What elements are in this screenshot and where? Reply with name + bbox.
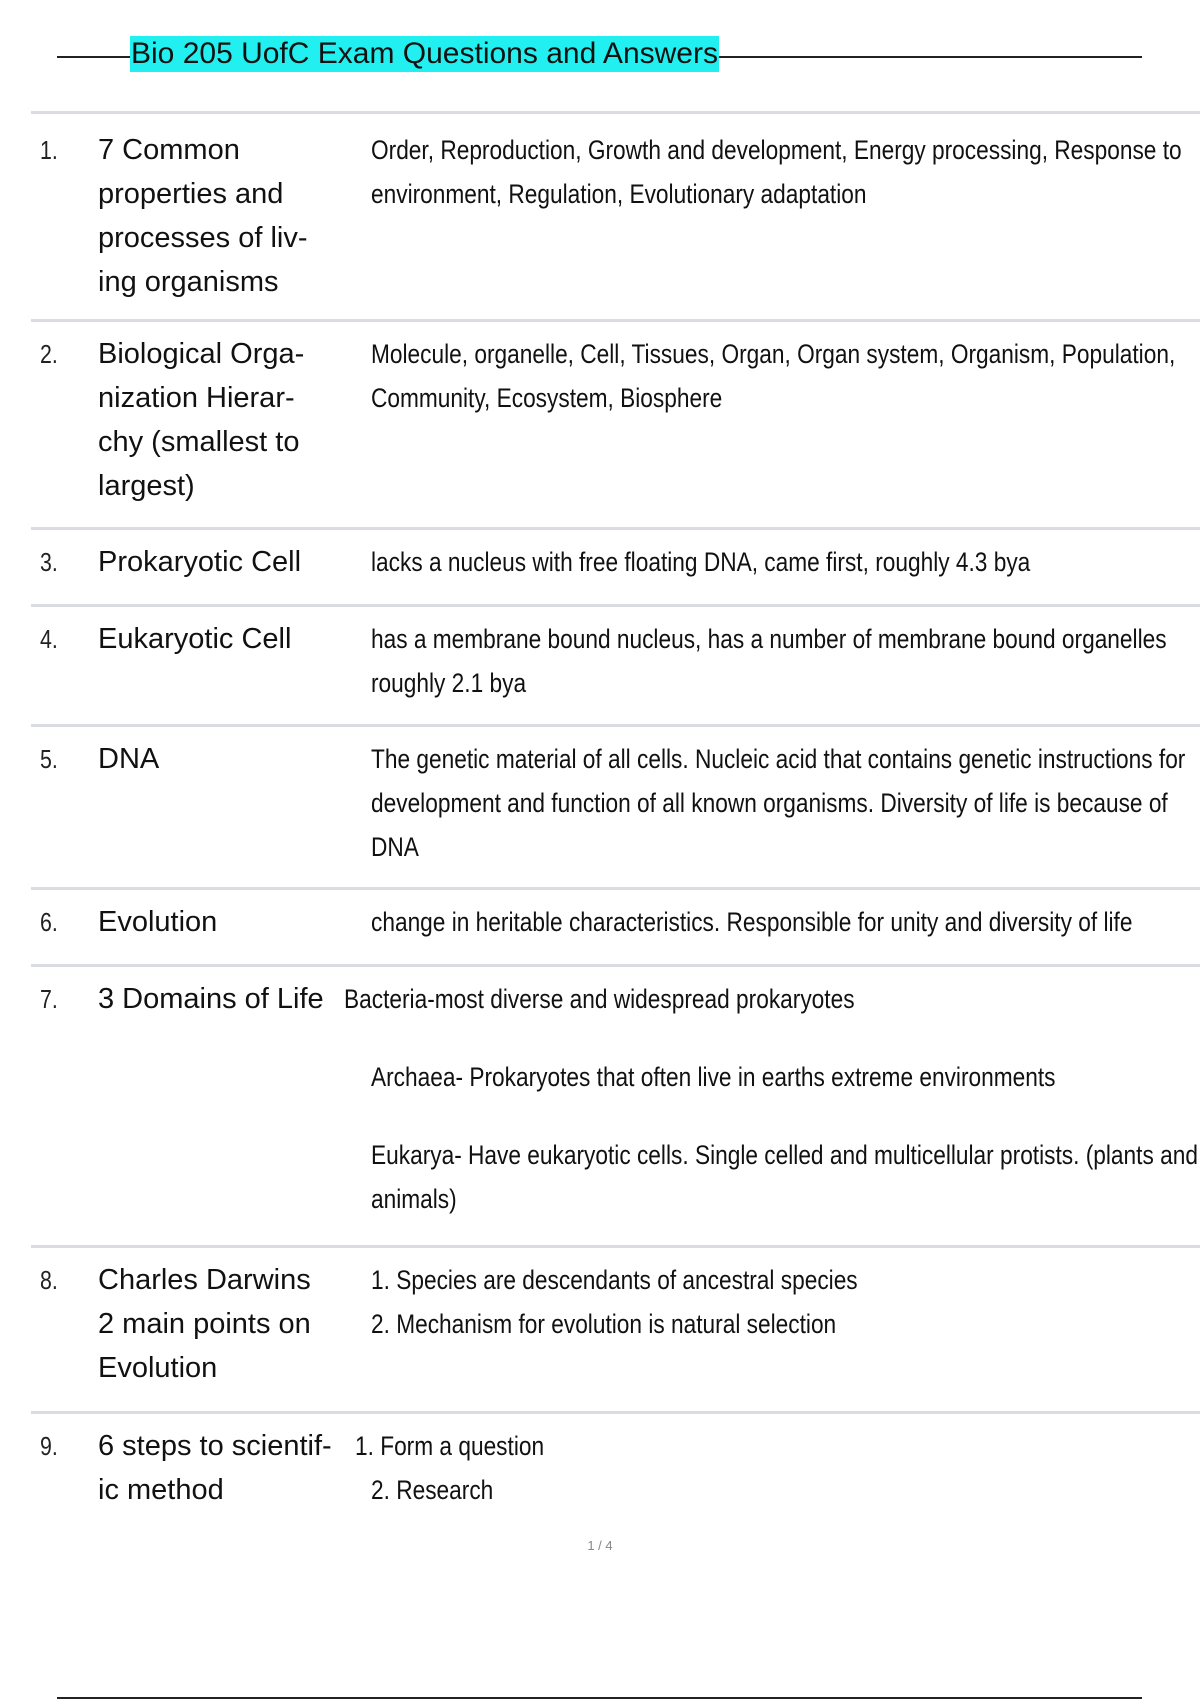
card-number: 3. — [40, 547, 58, 577]
card-term — [98, 617, 353, 661]
card-number: 6. — [40, 907, 58, 937]
term-line: Charles Darwins — [98, 1264, 311, 1296]
card-definition — [371, 617, 1186, 705]
flashcard-list — [31, 111, 1200, 1534]
term-line: 3 Domains of Life — [98, 983, 324, 1015]
card-definition — [371, 737, 1186, 869]
flashcard — [31, 1411, 1200, 1534]
definition-line: Archaea- Prokaryotes that often live in earths extreme environments — [371, 1062, 1056, 1092]
definition-line: The genetic material of all cells. Nucleic acid that contains genetic instructions for — [371, 744, 1186, 774]
card-term — [98, 1424, 343, 1512]
definition-line: Bacteria-most diverse and widespread prokaryotes — [344, 984, 855, 1014]
definition-line: development and function of all known organisms. Diversity of life is because of — [371, 788, 1168, 818]
flashcard — [31, 319, 1200, 527]
card-number: 5. — [40, 744, 58, 774]
term-line: Evolution — [98, 906, 218, 938]
card-definition — [355, 1424, 1170, 1468]
card-definition — [371, 1055, 1186, 1099]
document-title: Bio 205 UofC Exam Questions and Answers — [131, 37, 718, 70]
card-number: 9. — [40, 1431, 58, 1461]
card-definition — [371, 900, 1186, 944]
term-line: chy (smallest to — [98, 426, 300, 458]
flashcard — [31, 1245, 1200, 1411]
card-term — [98, 540, 353, 584]
definition-line: Molecule, organelle, Cell, Tissues, Organ, Organ system, Organism, Population, — [371, 339, 1176, 369]
definition-line: DNA — [371, 832, 419, 862]
card-number: 8. — [40, 1265, 58, 1295]
term-line: 6 steps to scientif- — [98, 1430, 332, 1462]
term-line: DNA — [98, 743, 160, 775]
card-number: 1. — [40, 135, 58, 165]
flashcard — [31, 604, 1200, 724]
definition-line: has a membrane bound nucleus, has a number of membrane bound organelles — [371, 624, 1167, 654]
term-line: 7 Common — [98, 134, 240, 166]
definition-line: 1. Form a question — [355, 1431, 545, 1461]
card-number: 4. — [40, 624, 58, 654]
flashcard — [31, 724, 1200, 887]
card-definition — [371, 1133, 1198, 1221]
page-indicator: 1 / 4 — [587, 1538, 613, 1553]
term-line: Prokaryotic Cell — [98, 546, 302, 578]
definition-line: lacks a nucleus with free floating DNA, came first, roughly 4.3 bya — [371, 547, 1031, 577]
term-line: processes of liv- — [98, 222, 308, 254]
document-header — [57, 32, 1142, 76]
definition-line: animals) — [371, 1184, 457, 1214]
term-line: Eukaryotic Cell — [98, 623, 292, 655]
card-definition — [344, 977, 1184, 1021]
flashcard — [31, 527, 1200, 604]
definition-line: environment, Regulation, Evolutionary adaptation — [371, 179, 867, 209]
card-definition — [371, 540, 1186, 584]
card-term — [98, 900, 353, 944]
definition-line: 1. Species are descendants of ancestral species — [371, 1265, 858, 1295]
term-line: properties and — [98, 178, 284, 210]
footer-rule — [57, 1697, 1142, 1699]
card-definition — [371, 332, 1186, 420]
card-number: 7. — [40, 984, 58, 1014]
term-line: ing organisms — [98, 266, 279, 298]
card-term — [98, 977, 338, 1021]
definition-line: 2. Mechanism for evolution is natural selection — [371, 1309, 837, 1339]
definition-line: 2. Research — [371, 1475, 494, 1505]
card-term — [98, 332, 353, 508]
flashcard — [31, 887, 1200, 964]
card-definition — [371, 1468, 1186, 1512]
definition-line: roughly 2.1 bya — [371, 668, 527, 698]
term-line: ic method — [98, 1474, 224, 1506]
term-line: Evolution — [98, 1352, 218, 1384]
term-line: 2 main points on — [98, 1308, 311, 1340]
definition-line: Eukarya- Have eukaryotic cells. Single celled and multicellular protists. (plants and — [371, 1140, 1198, 1170]
card-definition — [371, 1258, 1186, 1346]
definition-line: Order, Reproduction, Growth and development, Energy processing, Response to — [371, 135, 1182, 165]
card-term — [98, 1258, 353, 1390]
flashcard — [31, 111, 1200, 319]
term-line: nization Hierar- — [98, 382, 295, 414]
definition-line: change in heritable characteristics. Responsible for unity and diversity of life — [371, 907, 1133, 937]
flashcard — [31, 964, 1200, 1245]
card-definition — [371, 128, 1186, 216]
card-term — [98, 128, 353, 304]
card-number: 2. — [40, 339, 58, 369]
definition-line: Community, Ecosystem, Biosphere — [371, 383, 723, 413]
card-term — [98, 737, 353, 781]
term-line: largest) — [98, 470, 195, 502]
term-line: Biological Orga- — [98, 338, 305, 370]
